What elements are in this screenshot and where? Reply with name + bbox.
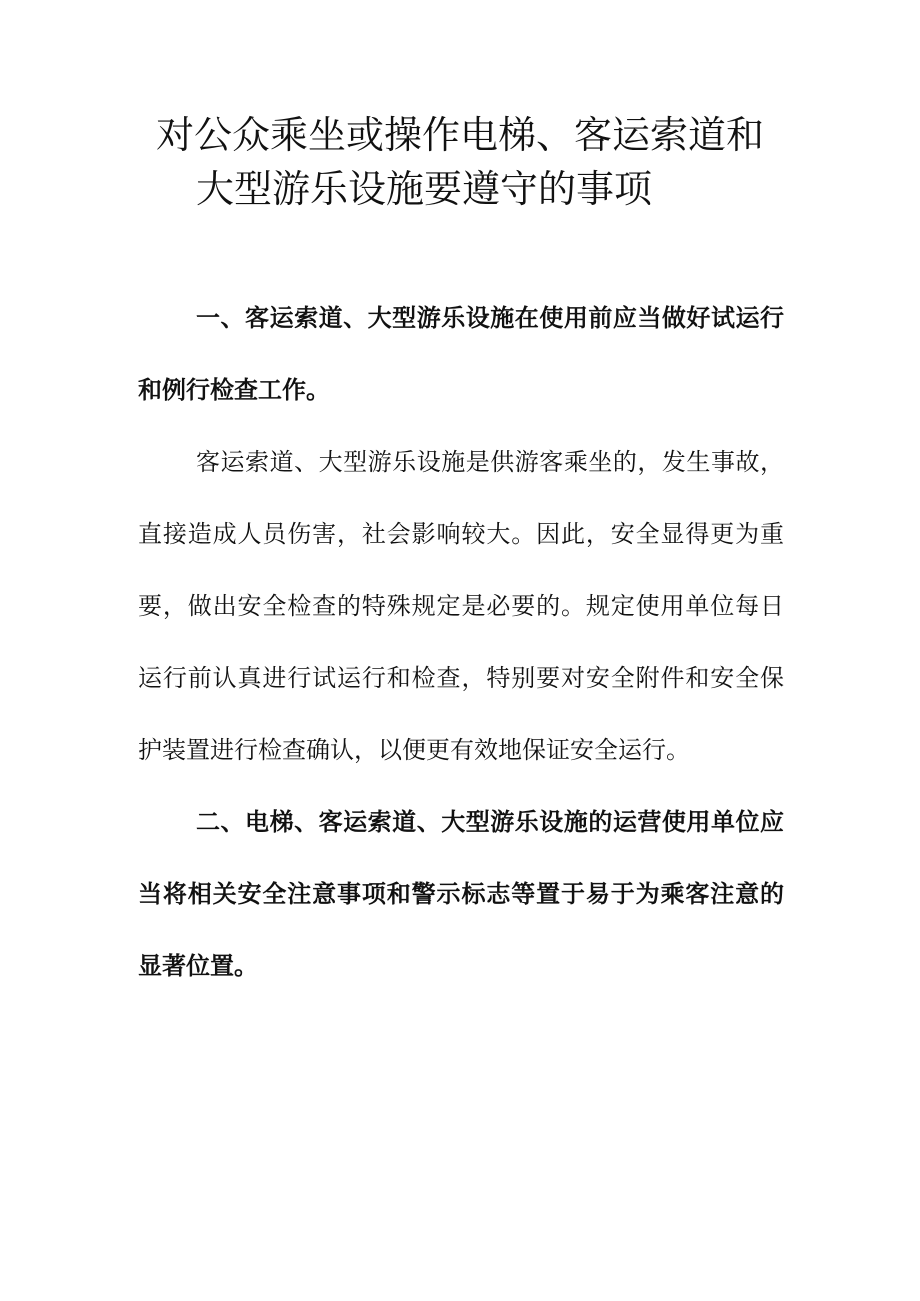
section-2-heading: 二、电梯、客运索道、大型游乐设施的运营使用单位应当将相关安全注意事项和警示标志等置于易于为乘客注意的显著位置。: [138, 807, 784, 980]
title-line-2: 大型游乐设施要遵守的事项: [196, 167, 653, 211]
section-1-heading: 一、客运索道、大型游乐设施在使用前应当做好试运行和例行检查工作。: [138, 303, 784, 404]
document-body: [138, 282, 784, 1002]
title-line-1: 对公众乘坐或操作电梯、客运索道和: [156, 113, 765, 157]
section-1-body: 客运索道、大型游乐设施是供游客乘坐的，发生事故，直接造成人员伤害，社会影响较大。因此，安全显得更为重要，做出安全检查的特殊规定是必要的。规定使用单位每日运行前认真进行试运行和检查，特别要对安全附件和安全保护装置进行检查确认，以便更有效地保证安全运行。: [138, 448, 784, 764]
document-title: [150, 108, 800, 216]
